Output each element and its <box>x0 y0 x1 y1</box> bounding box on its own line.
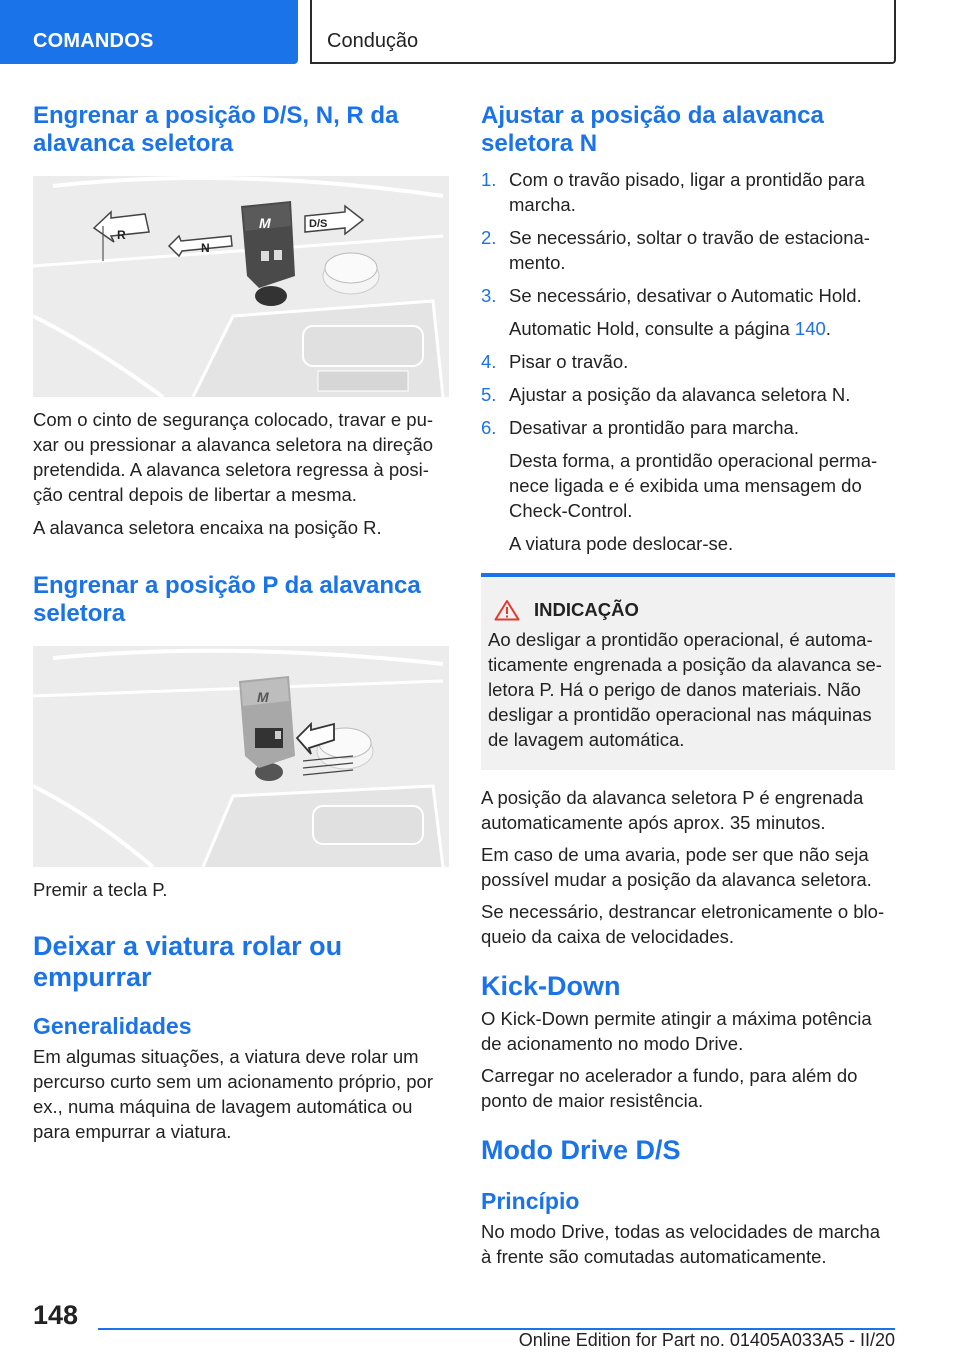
section-tab <box>0 0 298 64</box>
figure-p-button <box>33 646 449 867</box>
paragraph-general: Em algumas situações, a viatura deve rolar um percurso curto sem um acionamento próprio, por ex., numa máquina de lavagem automática ou para empurrar a viatura. <box>33 1046 433 1142</box>
note-header <box>494 599 888 621</box>
list-item: 1. Com o travão pisado, ligar a prontidão para marcha. <box>481 169 865 215</box>
note-title: INDICAÇÃO <box>534 599 639 620</box>
heading-position-n: Ajustar a posição da alavanca seletora N <box>481 102 824 157</box>
caution-note <box>481 573 895 770</box>
right-column <box>481 102 895 1269</box>
chapter-header <box>310 0 896 64</box>
paragraph-pull-lever: Com o cinto de segurança colocado, travar e puxar ou pressionar a alavanca seletora na direção pretendida. A alavanca seletora regressa à posição central depois de libertar a mesma. <box>33 409 434 505</box>
heading-engage-p: Engrenar a posição P da alavanca seletora <box>33 572 421 627</box>
list-item: 3. Se necessário, desativar o Automatic Hold. Automatic Hold, consulte a página 140. <box>481 285 862 339</box>
svg-text:D/S: D/S <box>309 218 328 230</box>
heading-engage-ds: Engrenar a posição D/S, N, R da alavanca seletora <box>33 102 399 157</box>
list-item: 4. Pisar o travão. <box>481 351 629 372</box>
paragraph-press-p: Premir a tecla P. <box>33 879 168 900</box>
gear-selector-illustration <box>33 176 449 397</box>
paragraph-unlock: Se necessário, destrancar eletronicamente o bloqueio da caixa de velocidades. <box>481 901 885 947</box>
section-title: COMANDOS <box>33 30 154 52</box>
paragraph-auto-p: A posição da alavanca seletora P é engrenada automaticamente após aprox. 35 minutos. <box>481 787 864 833</box>
list-item: 5. Ajustar a posição da alavanca seletora N. <box>481 384 851 405</box>
heading-roll-push: Deixar a viatura rolar ou empurrar <box>33 931 343 992</box>
list-item: 2. Se necessário, soltar o travão de estacionamento. <box>481 227 870 273</box>
paragraph-principle: No modo Drive, todas as velocidades de marcha à frente são comutadas automaticamente. <box>481 1221 880 1267</box>
paragraph-position-r: A alavanca seletora encaixa na posição R. <box>33 517 382 538</box>
note-text: Ao desligar a prontidão operacional, é automaticamente engrenada a posição da alavanca seletora P. Há o perigo de danos materiais. Não desligar a prontidão operacional nas máquinas de lavagem automática. <box>488 629 882 750</box>
chapter-title: Condução <box>327 30 419 52</box>
svg-text:R: R <box>117 228 126 242</box>
heading-general: Generalidades <box>33 1013 192 1039</box>
edition-note: Online Edition for Part no. 01405A033A5 - II/20 <box>518 1330 895 1350</box>
paragraph-kick-down-2: Carregar no acelerador a fundo, para além do ponto de maior resistência. <box>481 1065 858 1111</box>
page-reference-link[interactable]: 140 <box>794 318 826 339</box>
left-column <box>33 102 449 1144</box>
heading-kick-down: Kick-Down <box>481 971 621 1001</box>
paragraph-malfunction: Em caso de uma avaria, pode ser que não seja possível mudar a posição da alavanca seletora. <box>481 844 872 890</box>
warning-icon <box>494 599 520 621</box>
svg-text:M: M <box>259 215 271 231</box>
heading-principle: Princípio <box>481 1188 580 1214</box>
figure-selector-lever-directions <box>33 176 449 397</box>
page-number: 148 <box>33 1300 79 1330</box>
list-item: 6. Desativar a prontidão para marcha. Desta forma, a prontidão operacional permanece ligada e é exibida uma mensagem do Check-Control. A viatura pode deslocar-se. <box>481 417 878 554</box>
svg-text:N: N <box>201 241 210 255</box>
svg-text:M: M <box>257 689 269 705</box>
paragraph-kick-down-1: O Kick-Down permite atingir a máxima potência de acionamento no modo Drive. <box>481 1008 872 1054</box>
heading-drive-mode: Modo Drive D/S <box>481 1135 681 1165</box>
steps-list <box>481 167 895 556</box>
p-button-illustration <box>33 646 449 867</box>
